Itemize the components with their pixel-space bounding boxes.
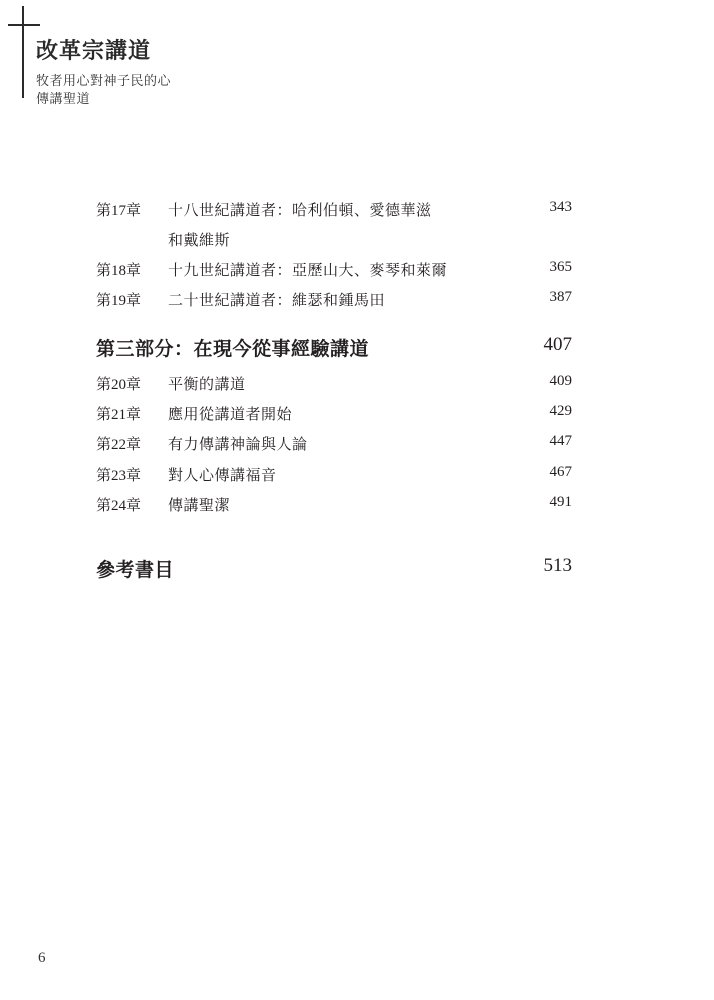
chapter-title: 十八世紀講道者：哈利伯頓、愛德華滋 bbox=[168, 201, 432, 219]
chapter-title-continuation: 和戴維斯 bbox=[168, 231, 231, 249]
chapter-number: 第17章 bbox=[96, 203, 142, 219]
page-number: 6 bbox=[38, 950, 46, 966]
part-page: 407 bbox=[543, 334, 572, 355]
chapter-title: 十九世紀講道者：亞歷山大、麥琴和萊爾 bbox=[168, 261, 448, 279]
chapter-number: 第22章 bbox=[96, 437, 142, 453]
cross-vertical-bar bbox=[22, 6, 24, 98]
chapter-number: 第23章 bbox=[96, 468, 142, 484]
chapter-page: 447 bbox=[549, 433, 572, 449]
chapter-title: 平衡的講道 bbox=[168, 375, 246, 393]
chapter-page: 491 bbox=[549, 494, 572, 510]
chapter-title: 有力傳講神論與人論 bbox=[168, 435, 308, 453]
running-head-subtitle-2: 傳講聖道 bbox=[36, 92, 91, 107]
chapter-page: 365 bbox=[549, 259, 572, 275]
chapter-number: 第19章 bbox=[96, 293, 142, 309]
part-title: 第三部分：在現今從事經驗講道 bbox=[96, 338, 370, 360]
chapter-page: 343 bbox=[549, 199, 572, 215]
chapter-page: 409 bbox=[549, 373, 572, 389]
chapter-number: 第20章 bbox=[96, 377, 142, 393]
chapter-page: 429 bbox=[549, 403, 572, 419]
chapter-number: 第24章 bbox=[96, 498, 142, 514]
bibliography-title: 參考書目 bbox=[96, 559, 175, 581]
chapter-title: 傳講聖潔 bbox=[168, 496, 231, 514]
chapter-page: 387 bbox=[549, 289, 572, 305]
chapter-number: 第18章 bbox=[96, 263, 142, 279]
cross-horizontal-bar bbox=[8, 24, 40, 26]
chapter-title: 應用從講道者開始 bbox=[168, 405, 293, 423]
running-head-title: 改革宗講道 bbox=[36, 39, 152, 64]
chapter-title: 對人心傳講福音 bbox=[168, 466, 277, 484]
running-head-subtitle-1: 牧者用心對神子民的心 bbox=[36, 74, 172, 89]
chapter-page: 467 bbox=[549, 464, 572, 480]
chapter-number: 第21章 bbox=[96, 407, 142, 423]
bibliography-page: 513 bbox=[543, 555, 572, 576]
chapter-title: 二十世紀講道者：維瑟和鍾馬田 bbox=[168, 291, 386, 309]
